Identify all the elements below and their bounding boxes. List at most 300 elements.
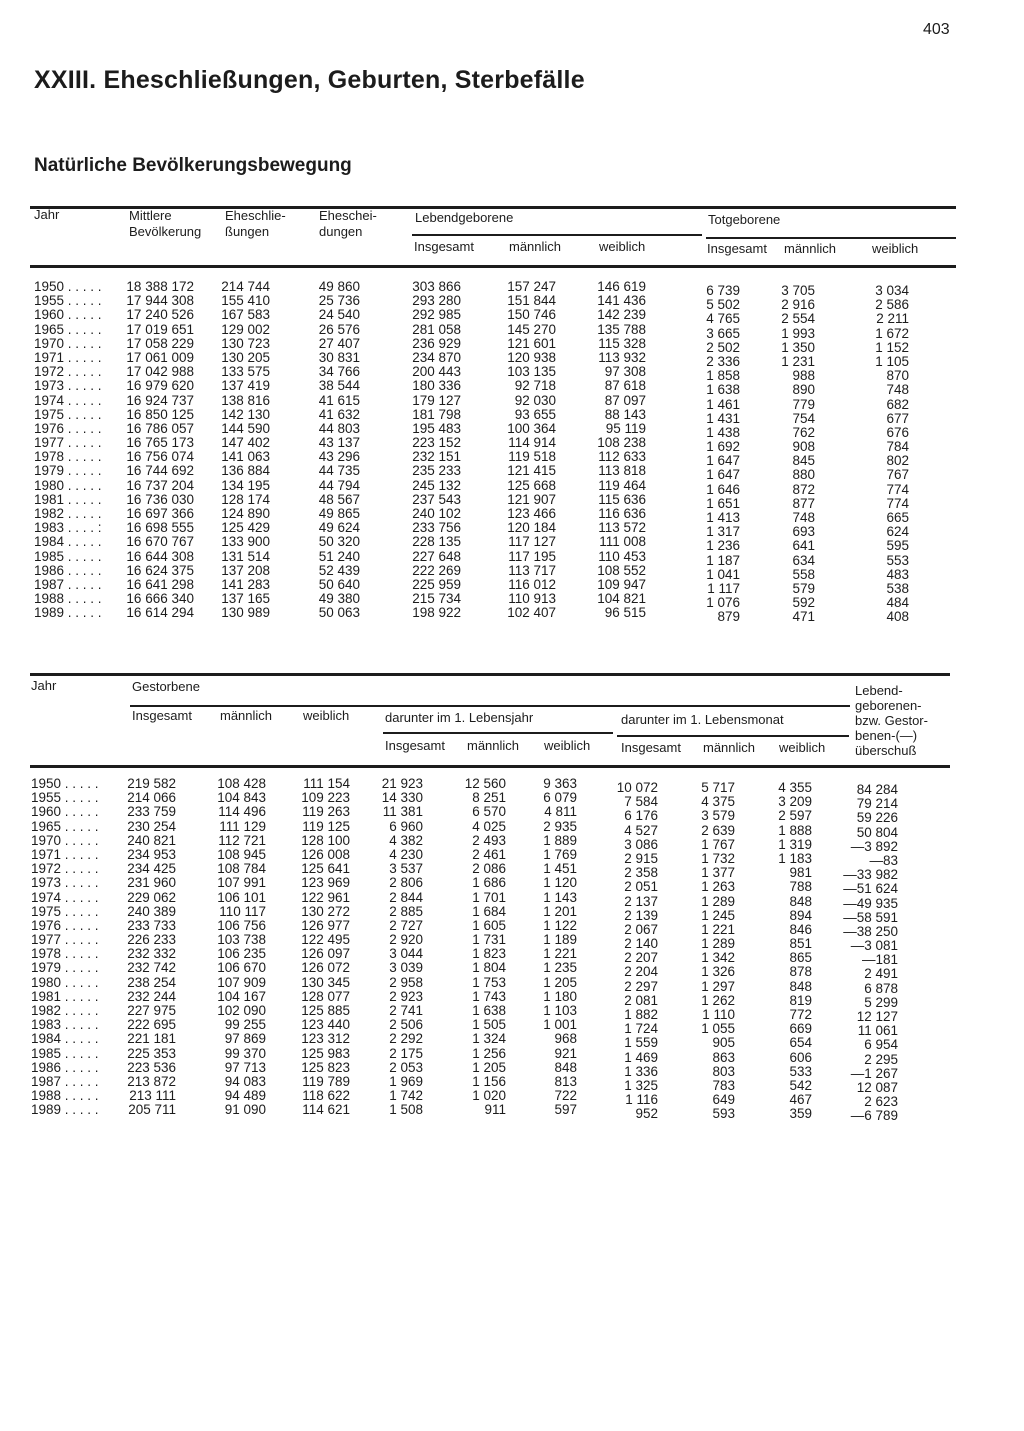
table-cell: 2 358 (624, 865, 658, 881)
table-cell: 1988 . . . . . (31, 1088, 99, 1104)
t2-header-gestorbene: Gestorbene (132, 679, 200, 694)
table-cell: 147 402 (221, 435, 270, 451)
table-cell: 1 326 (701, 964, 735, 980)
table-cell: 1960 . . . . . (34, 307, 102, 323)
table-cell: 1978 . . . . . (34, 449, 102, 465)
table-cell: 118 622 (302, 1088, 350, 1104)
table-cell: 1974 . . . . . (34, 392, 102, 408)
table-cell: 233 733 (127, 917, 176, 933)
table-cell: 4 025 (472, 818, 506, 834)
table1-tot-group-rule (706, 237, 956, 239)
table-cell: 2 175 (389, 1045, 423, 1061)
table-cell: 222 269 (412, 562, 461, 578)
table-cell: 16 644 308 (126, 548, 194, 564)
table-cell: 865 (789, 950, 812, 966)
t2-header-monat-maennlich: männlich (703, 740, 756, 755)
table-cell: 1 969 (389, 1073, 423, 1089)
table-cell: 1 823 (472, 946, 506, 962)
table-cell: 136 884 (221, 463, 270, 479)
table-cell: 2 920 (389, 932, 423, 948)
table-cell: 2 051 (624, 879, 658, 895)
table-cell: 17 058 229 (126, 335, 194, 351)
table-cell: überschuß (855, 743, 917, 758)
table-cell: 17 944 308 (126, 293, 194, 309)
table-cell: 4 382 (389, 832, 423, 848)
table-cell: 2 204 (624, 964, 658, 980)
table-cell: 138 816 (221, 392, 270, 408)
table-cell: 104 843 (217, 790, 266, 806)
table-cell: 16 736 030 (126, 491, 194, 507)
table-cell: 1 221 (701, 921, 735, 937)
table-cell: —58 591 (843, 909, 898, 925)
table-cell: 221 181 (127, 1031, 176, 1047)
t1-col-eheschliessungen (215, 280, 270, 621)
table-cell: 1975 . . . . . (34, 406, 102, 422)
table-cell: 145 270 (507, 321, 556, 337)
table-cell: 1970 . . . . . (34, 335, 102, 351)
table-cell: 2 806 (389, 875, 423, 891)
table-cell: 16 744 692 (126, 463, 194, 479)
table-cell: 1 638 (472, 1003, 506, 1018)
t2-header-jahr: Jahr (31, 678, 57, 693)
t2-header-weiblich: weiblich (303, 708, 350, 723)
table-cell: 84 284 (856, 782, 898, 797)
table-cell: 2 491 (864, 966, 898, 982)
table-cell: 1 201 (543, 903, 577, 919)
table-cell: 236 929 (412, 335, 461, 351)
table-cell: 240 102 (412, 506, 461, 521)
table-cell: 125 983 (301, 1045, 350, 1061)
table-cell: 1 342 (701, 950, 735, 966)
table-cell: 921 (554, 1045, 577, 1061)
table-cell: 1 769 (543, 846, 577, 862)
table-cell: 579 (792, 580, 815, 596)
table-cell: 1 221 (543, 946, 577, 962)
table-cell: 119 125 (302, 818, 350, 834)
table-cell: 120 938 (507, 349, 556, 365)
table-cell: 108 238 (597, 435, 646, 451)
table-cell: 107 991 (217, 875, 266, 891)
table-cell: 846 (789, 921, 812, 937)
t1-col-tot-weiblich (860, 284, 909, 625)
table-cell: 1965 . . . . . (34, 321, 102, 337)
table-cell: 240 821 (127, 832, 176, 848)
table-cell: 870 (886, 368, 909, 384)
table-cell: 1985 . . . . . (34, 548, 102, 564)
table-cell: 16 670 767 (126, 534, 194, 550)
table-cell: —38 250 (843, 923, 898, 939)
table-cell: 1 180 (543, 988, 577, 1004)
table-cell: 634 (792, 552, 815, 568)
table-cell: 16 756 074 (126, 449, 194, 465)
table-cell: 1984 . . . . . (31, 1031, 99, 1047)
table-cell: 1 469 (624, 1049, 658, 1065)
table-cell: 97 869 (224, 1031, 266, 1047)
table-cell: 12 087 (856, 1079, 898, 1095)
table-cell: 233 759 (127, 804, 176, 820)
table-cell: 49 380 (318, 591, 360, 607)
table-cell: 1 319 (778, 836, 812, 852)
table-cell: 1 325 (624, 1077, 658, 1093)
table-cell: 1 156 (472, 1073, 506, 1089)
table-cell: 110 453 (598, 548, 646, 564)
table-cell: 226 233 (127, 932, 176, 948)
table-cell: 1976 . . . . . (34, 420, 102, 436)
t1-col-ehescheidungen (300, 280, 360, 621)
table-cell: 2 292 (389, 1031, 423, 1047)
table-cell: 114 914 (508, 435, 556, 451)
table-cell: 50 063 (318, 605, 360, 621)
table-cell: 92 030 (514, 392, 556, 408)
table-cell: 59 226 (856, 810, 898, 826)
table-cell: 114 621 (302, 1102, 350, 1118)
table-cell: 14 330 (381, 790, 423, 806)
table-cell: 233 756 (412, 520, 461, 536)
table-cell: 467 (789, 1092, 812, 1108)
table-cell: 1 431 (706, 410, 740, 426)
table-cell: 3 705 (781, 283, 815, 298)
table-cell: 214 744 (221, 279, 270, 294)
t1-header-lebend-insgesamt: Insgesamt (414, 239, 474, 254)
table-cell: 96 515 (604, 605, 646, 621)
table-cell: 1 041 (706, 566, 740, 582)
t2-col-jahr-insgesamt (370, 777, 423, 1118)
table-cell: 1 888 (778, 822, 812, 838)
table-cell: 1 110 (702, 1007, 735, 1022)
table-cell: 49 624 (318, 520, 360, 536)
table-cell: 754 (792, 410, 815, 426)
table-cell: 1981 . . . . . (34, 491, 102, 507)
table-cell: 1 508 (389, 1102, 423, 1118)
table-cell: 18 388 172 (126, 279, 194, 294)
table-cell: 359 (789, 1106, 812, 1122)
table-cell: 894 (789, 907, 812, 923)
table-cell: 1983 . . . . . (31, 1017, 99, 1033)
t2-header-lebensmonat: darunter im 1. Lebensmonat (621, 712, 784, 727)
table-cell: 122 495 (301, 932, 350, 948)
t2-header-maennlich: männlich (220, 708, 273, 723)
table-cell: 1950 . . . . . (34, 279, 102, 294)
t2-header-ueberschuss (855, 683, 928, 758)
table-cell: 1 686 (472, 875, 506, 891)
table-cell: 17 061 009 (126, 349, 194, 365)
table-cell: 121 601 (507, 335, 556, 351)
t2-header-monat-weiblich: weiblich (779, 740, 826, 755)
table-cell: 232 332 (127, 946, 176, 962)
table-cell: 106 756 (217, 917, 266, 933)
table-cell: 38 544 (318, 378, 360, 394)
table-cell: 6 079 (543, 790, 577, 806)
table-cell: 1986 . . . . . (31, 1059, 99, 1075)
table-cell: 3 039 (389, 960, 423, 976)
table-cell: 538 (886, 580, 909, 596)
table-cell: 34 766 (318, 364, 360, 380)
table-cell: 16 666 340 (126, 591, 194, 607)
table-cell: 44 803 (318, 420, 360, 436)
table-cell: 135 788 (597, 321, 646, 337)
table-cell: 130 723 (221, 335, 270, 351)
table-cell: 1965 . . . . . (31, 818, 99, 834)
table-cell: —181 (861, 952, 898, 968)
table-cell: 16 614 294 (126, 605, 194, 621)
table-cell: —83 (869, 852, 898, 868)
table-cell: 121 907 (507, 491, 556, 507)
table-cell: —3 081 (850, 938, 898, 954)
table-cell: 1971 . . . . . (34, 349, 102, 365)
t2-col-jahr-weiblich (530, 777, 577, 1118)
table-cell: 1 245 (701, 907, 735, 923)
table-cell: 803 (712, 1063, 735, 1079)
table-cell: 879 (717, 609, 740, 625)
table-cell: 1 605 (472, 917, 506, 933)
table-cell: 234 953 (127, 846, 176, 862)
table-cell: 1 638 (706, 382, 740, 398)
table-cell: 1 289 (701, 893, 735, 909)
t2-header-jahr-maennlich: männlich (467, 738, 520, 753)
table-cell: 107 909 (217, 974, 266, 990)
table-cell: 1973 . . . . . (31, 875, 99, 891)
table-cell: 44 735 (318, 463, 360, 479)
table-cell: 245 132 (412, 477, 461, 493)
table-cell: 1 559 (624, 1035, 658, 1051)
table-cell: 772 (789, 1007, 812, 1022)
table-cell: 2 053 (389, 1059, 423, 1075)
table-cell: 845 (792, 453, 815, 469)
table-cell: 1982 . . . . . (31, 1003, 99, 1018)
t1-col-tot-maennlich (770, 284, 815, 625)
table-cell: 880 (792, 467, 815, 483)
table-cell: 1975 . . . . . (31, 903, 99, 919)
table-cell: 5 502 (706, 297, 740, 313)
table-cell: 2 502 (706, 339, 740, 355)
table-cell: 126 072 (301, 960, 350, 976)
table-cell: 624 (886, 524, 909, 540)
table-cell: 1 647 (706, 467, 740, 483)
table-cell: 848 (789, 978, 812, 994)
table-cell: 133 575 (221, 364, 270, 380)
table-cell: 122 961 (301, 889, 350, 905)
table-cell: 1 116 (625, 1092, 658, 1108)
table-cell: 767 (886, 467, 909, 483)
table-cell: 1988 . . . . . (34, 591, 102, 607)
table-cell: 2 086 (472, 861, 506, 877)
t2-col-gest-insgesamt (120, 777, 176, 1118)
table-cell: 3 537 (389, 861, 423, 877)
table-cell: 1 336 (624, 1063, 658, 1079)
table-cell: 3 665 (706, 325, 740, 341)
table-cell: 234 870 (412, 349, 461, 365)
table-cell: 16 765 173 (126, 435, 194, 451)
table-cell: —6 789 (850, 1108, 898, 1124)
table-cell: 114 496 (218, 804, 266, 820)
table1-lebend-group-rule (412, 234, 702, 236)
table-cell: 223 152 (412, 435, 461, 451)
table-cell: 1 413 (706, 510, 740, 525)
table-cell: 150 746 (507, 307, 556, 323)
table-cell: 2 639 (701, 822, 735, 838)
table2-lebensmonat-rule (617, 735, 849, 737)
table-cell: 223 536 (127, 1059, 176, 1075)
table-cell: —3 892 (850, 838, 898, 854)
table-cell: 5 717 (701, 780, 735, 795)
table-cell: 6 176 (624, 808, 658, 824)
table-cell: 2 916 (781, 297, 815, 313)
table-cell: 125 641 (301, 861, 350, 877)
t1-header-lebend-weiblich: weiblich (599, 239, 646, 254)
table-cell: 1 256 (472, 1045, 506, 1061)
table-cell: 6 960 (389, 818, 423, 834)
table-cell: 1977 . . . . . (31, 932, 99, 948)
table-cell: 2 741 (389, 1003, 423, 1018)
table-cell: 167 583 (221, 307, 270, 323)
table-cell: 1989 . . . . . (34, 605, 102, 621)
table-cell: 2 935 (543, 818, 577, 834)
table-cell: 198 922 (412, 605, 461, 621)
t1-header-tot-weiblich: weiblich (872, 241, 919, 256)
table-cell: 2 081 (624, 992, 658, 1008)
table-cell: 88 143 (604, 406, 646, 422)
table-cell: 128 100 (301, 832, 350, 848)
table-cell: 4 230 (389, 846, 423, 862)
table-cell: 2 336 (706, 353, 740, 369)
table-cell: 51 240 (318, 548, 360, 564)
table-cell: 16 624 375 (126, 562, 194, 578)
table-cell: 2 586 (875, 297, 909, 313)
table-cell: 128 174 (221, 491, 270, 507)
table-cell: 471 (792, 609, 815, 625)
table-cell: 1 262 (701, 992, 735, 1008)
table-cell: 125 885 (301, 1003, 350, 1018)
table-cell: 1978 . . . . . (31, 946, 99, 962)
table-cell: 117 127 (508, 534, 556, 550)
table-cell: 484 (886, 595, 909, 611)
table-cell: 102 090 (217, 1003, 266, 1018)
table-cell: 1 235 (543, 960, 577, 976)
table-cell: 48 567 (318, 491, 360, 507)
table-cell: 2 915 (624, 850, 658, 866)
table-cell: 130 272 (301, 903, 350, 919)
table-cell: 1 858 (706, 368, 740, 384)
table-cell: 16 698 555 (126, 520, 194, 536)
table-cell: 50 320 (318, 534, 360, 550)
table-cell: 1960 . . . . . (31, 804, 99, 820)
table-cell: 1974 . . . . . (31, 889, 99, 905)
table-cell: 1 461 (706, 396, 740, 412)
table-cell: 137 419 (221, 378, 270, 394)
table-cell: 232 244 (127, 988, 176, 1004)
table-cell: 116 636 (598, 506, 646, 521)
table-cell: 17 019 651 (126, 321, 194, 337)
t2-header-monat-insgesamt: Insgesamt (621, 740, 681, 755)
table-cell: 134 195 (221, 477, 270, 493)
table-cell: 641 (792, 538, 815, 554)
table-cell: 232 151 (412, 449, 461, 465)
table-cell: 2 923 (389, 988, 423, 1004)
table-cell: 1955 . . . . . (31, 790, 99, 806)
page-number: 403 (923, 21, 950, 38)
table-cell: 108 428 (217, 776, 266, 791)
table-cell: 94 489 (224, 1088, 266, 1104)
table-cell: 142 130 (221, 406, 270, 422)
table-cell: 49 860 (318, 279, 360, 294)
table-cell: 819 (789, 992, 812, 1008)
table-cell: 1 732 (701, 850, 735, 866)
table-cell: 195 483 (412, 420, 461, 436)
table-cell: 52 439 (318, 562, 360, 578)
table-cell: 1 377 (701, 865, 735, 881)
table2-header-bottom-rule (30, 765, 950, 768)
table-cell: 606 (789, 1049, 812, 1065)
table-cell: 137 165 (221, 591, 270, 607)
table-cell: 213 111 (129, 1088, 176, 1104)
table-cell: 4 355 (778, 780, 812, 795)
t2-col-gest-maennlich (205, 777, 266, 1118)
table-cell: 230 254 (127, 818, 176, 834)
table-cell: 558 (792, 566, 815, 582)
table-cell: 108 552 (597, 562, 646, 578)
table-cell: 10 072 (616, 780, 658, 795)
table-cell: 2 493 (472, 832, 506, 848)
table-cell: 872 (792, 481, 815, 497)
section-title: Natürliche Bevölkerungsbewegung (34, 155, 352, 176)
table-cell: 890 (792, 382, 815, 398)
table-cell: 6 570 (472, 804, 506, 820)
table-cell: 113 932 (598, 349, 646, 365)
table-cell: 988 (792, 368, 815, 384)
table-cell: 16 737 204 (126, 477, 194, 493)
table-cell: 49 865 (318, 506, 360, 521)
table-cell: 762 (792, 424, 815, 440)
table-cell: 113 717 (508, 562, 556, 578)
table-cell: 130 989 (221, 605, 270, 621)
table-cell: 774 (886, 481, 909, 497)
table-cell: 125 823 (301, 1059, 350, 1075)
table-cell: 141 283 (221, 576, 270, 592)
table-cell: benen-(—) (855, 728, 918, 743)
table-cell: 1980 . . . . . (31, 974, 99, 990)
table-cell: geborenen- (855, 698, 922, 713)
table-cell: 180 336 (412, 378, 461, 394)
table-cell: 126 977 (301, 917, 350, 933)
table-cell: 113 572 (598, 520, 646, 536)
table-cell: 748 (886, 382, 909, 398)
table-cell: 553 (886, 552, 909, 568)
table2-lebensjahr-rule (383, 732, 613, 734)
table-cell: 1985 . . . . . (31, 1045, 99, 1061)
table2-top-rule (30, 673, 950, 676)
t2-col-gest-weiblich (290, 777, 350, 1118)
table-cell: 3 086 (624, 836, 658, 852)
table-cell: 157 247 (507, 279, 556, 294)
table-cell: 784 (886, 439, 909, 455)
table-cell: —1 267 (850, 1065, 898, 1081)
table-cell: 1 205 (543, 974, 577, 990)
table-cell: 179 127 (412, 392, 461, 408)
t1-header-lebend-maennlich: männlich (509, 239, 562, 254)
table-cell: 205 711 (128, 1102, 176, 1118)
table-cell: 79 214 (856, 796, 898, 812)
table-cell: 1980 . . . . . (34, 477, 102, 493)
table-cell: 1 231 (781, 353, 815, 369)
table-cell: 117 195 (508, 548, 556, 564)
table-cell: 240 389 (127, 903, 176, 919)
table-cell: 100 364 (507, 420, 556, 436)
table-cell: 110 117 (219, 903, 266, 919)
t2-col-jahr-maennlich (455, 777, 506, 1118)
table-cell: 1989 . . . . . (31, 1102, 99, 1118)
table-cell: 1973 . . . . . (34, 378, 102, 394)
table-cell: 119 464 (598, 477, 646, 493)
